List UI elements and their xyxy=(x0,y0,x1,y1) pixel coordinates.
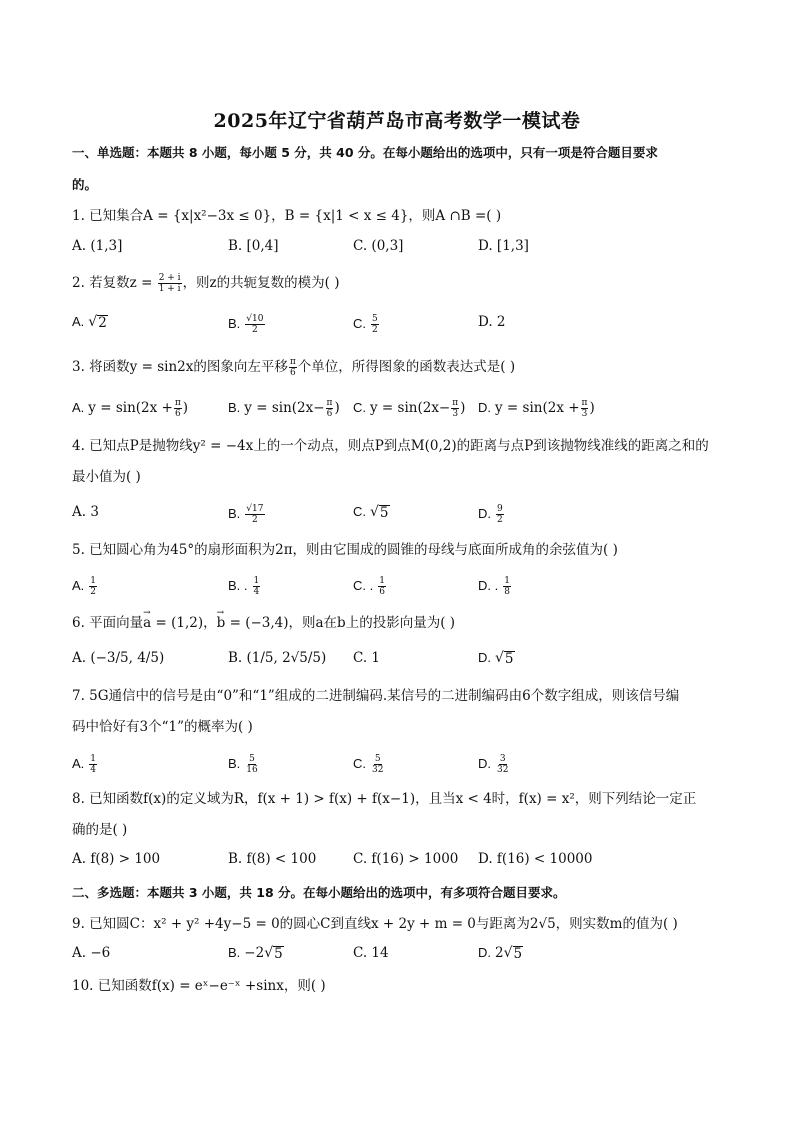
q3-option-d-text: y = sin(2x + xyxy=(495,400,580,416)
q6-vector-a: → a xyxy=(143,613,151,633)
q4-stem: 4. 已知点P是抛物线y² = −4x上的一个动点，则点P到点M(0,2)的距离与点P到该抛物线准线的距离之和的 xyxy=(72,438,709,454)
q3-option-d[interactable] xyxy=(478,398,595,419)
q5-option-a-fraction xyxy=(89,576,97,597)
q3-stem-end: 个单位，所得图象的函数表达式是( ) xyxy=(297,359,516,375)
q2-option-b-den: 2 xyxy=(252,325,258,335)
q2-option-a-label: A. xyxy=(72,314,85,329)
q3-option-d-fraction xyxy=(581,398,589,419)
q3-option-b-num: π xyxy=(326,398,333,408)
q6-option-d-label: D. xyxy=(478,650,491,665)
q4-option-c-label: C. xyxy=(353,504,366,519)
q7-option-d[interactable] xyxy=(478,754,510,775)
q2-fraction xyxy=(158,273,182,294)
q3-stem xyxy=(72,357,722,378)
sqrt-sign: √ 5 xyxy=(503,945,523,962)
q7-option-d-fraction xyxy=(496,754,509,775)
q3-option-b-text: y = sin(2x− xyxy=(244,400,325,416)
q7-option-d-label: D. xyxy=(478,756,491,771)
q4-option-d-den: 2 xyxy=(497,515,503,525)
q5-option-c-fraction xyxy=(378,576,386,597)
q8-option-d[interactable]: D. f(16) < 10000 xyxy=(478,851,593,867)
q9-option-c[interactable]: C. 14 xyxy=(353,945,389,961)
q5-option-d-den: 8 xyxy=(504,587,510,597)
sqrt-sign: √ 5 xyxy=(264,945,283,962)
q3-frac-num: π xyxy=(289,357,296,367)
q3-option-b-den: 6 xyxy=(326,409,333,419)
q7-option-b-label: B. xyxy=(228,756,241,771)
q2-option-a-value: 2 xyxy=(98,315,107,331)
q3-option-c-text: y = sin(2x− xyxy=(370,400,451,416)
q7-option-b-num: 5 xyxy=(249,754,255,764)
section1-heading: 一、单选题：本题共 8 小题，每小题 5 分，共 40 分。在每小题给出的选项中，只有一项是符合题目要求 xyxy=(72,145,658,160)
section2-heading: 二、多选题：本题共 3 小题，共 18 分。在每小题给出的选项中，有多项符合题目要求。 xyxy=(72,885,566,900)
q2-option-c-fraction xyxy=(371,314,379,335)
q3-option-c-num: π xyxy=(452,398,459,408)
q3-option-b-fraction xyxy=(326,398,334,419)
q5-option-c-label: C. . xyxy=(353,578,374,593)
q1-option-c[interactable]: C. (0,3] xyxy=(353,238,404,254)
q3-frac-den: 6 xyxy=(289,368,296,378)
q3-option-a-text: y = sin(2x + xyxy=(88,400,173,416)
q9-stem: 9. 已知圆C：x² + y² +4y−5 = 0的圆心C到直线x + 2y + m = 0与距离为2√5，则实数m的值为( ) xyxy=(72,916,678,932)
q5-option-b-den: 4 xyxy=(253,587,260,597)
q2-option-b[interactable] xyxy=(228,314,266,335)
q7-stem: 7. 5G通信中的信号是由“0”和“1”组成的二进制编码.某信号的二进制编码由6个数字组成，则该信号编 xyxy=(72,688,680,704)
q5-options xyxy=(72,576,722,600)
q4-option-d-label: D. xyxy=(478,506,491,521)
q9-option-d[interactable] xyxy=(478,945,523,961)
q5-option-d-label: D. . xyxy=(478,578,499,593)
q5-option-d-fraction xyxy=(503,576,511,597)
q9-option-d-label: D. xyxy=(478,945,491,960)
q1-option-b[interactable]: B. [0,4] xyxy=(228,238,279,254)
q6-vector-b: → b xyxy=(217,613,226,633)
q6-option-a[interactable]: A. (−3/5, 4/5) xyxy=(72,650,165,666)
q2-option-c-den: 2 xyxy=(372,325,378,335)
q6-option-d-value: 5 xyxy=(504,651,514,667)
q4-option-b-den: 2 xyxy=(252,515,258,525)
q5-option-b-fraction xyxy=(253,576,261,597)
q4-option-d-num: 9 xyxy=(497,504,503,514)
q3-option-a-den: 6 xyxy=(174,409,181,419)
q7-option-b-fraction xyxy=(245,754,258,775)
q3-option-d-label: D. xyxy=(478,400,491,415)
q7-stem-cont: 码中恰好有3个“1”的概率为( ) xyxy=(72,719,253,735)
q6-stem-mid: = (1,2)， xyxy=(151,615,217,631)
q5-option-d-num: 1 xyxy=(504,576,510,586)
q9-option-d-value: 5 xyxy=(513,946,523,962)
q9-option-b-label: B. xyxy=(228,945,241,960)
q9-option-a[interactable]: A. −6 xyxy=(72,945,111,961)
q9-option-b-coeff: −2 xyxy=(244,945,265,961)
q8-stem: 8. 已知函数f(x)的定义域为R，f(x + 1) > f(x) + f(x−1)，且当x < 4时，f(x) = x²，则下列结论一定正 xyxy=(72,791,697,807)
q1-option-a[interactable]: A. (1,3] xyxy=(72,238,123,254)
q2-option-b-fraction xyxy=(245,314,264,335)
q2-stem xyxy=(72,273,722,294)
q9-option-b[interactable] xyxy=(228,945,284,961)
q5-option-c-den: 6 xyxy=(379,587,385,597)
q7-option-b[interactable] xyxy=(228,754,260,775)
q6-stem xyxy=(72,613,722,633)
q5-option-c-num: 1 xyxy=(379,576,385,586)
q9-options xyxy=(72,945,722,969)
q5-option-a-num: 1 xyxy=(90,576,97,586)
q3-option-a-label: A. xyxy=(72,400,85,415)
q4-options xyxy=(72,504,722,528)
q7-option-a[interactable] xyxy=(72,754,98,775)
q3-option-d-den: 3 xyxy=(581,409,588,419)
q7-option-c-num: 5 xyxy=(374,754,381,764)
q2-option-d[interactable]: D. 2 xyxy=(478,314,506,330)
q5-option-b-num: 1 xyxy=(253,576,260,586)
q3-option-d-close: ) xyxy=(589,400,595,416)
q8-stem-cont: 确的是( ) xyxy=(72,822,128,838)
q3-option-d-num: π xyxy=(581,398,588,408)
q7-option-d-den: 32 xyxy=(497,765,509,775)
q3-option-b-close: ) xyxy=(334,400,340,416)
q7-options xyxy=(72,754,722,778)
q9-option-b-value: 5 xyxy=(274,946,283,962)
q3-option-b-label: B. xyxy=(228,400,241,415)
q4-option-b[interactable] xyxy=(228,504,266,525)
q3-option-c-label: C. xyxy=(353,400,366,415)
q7-option-a-label: A. xyxy=(72,756,85,771)
q4-option-d[interactable] xyxy=(478,504,505,525)
q2-option-c-label: C. xyxy=(353,316,366,331)
q6-option-c[interactable]: C. 1 xyxy=(353,650,381,666)
q7-option-c[interactable] xyxy=(353,754,385,775)
q6-stem-end: = (−3,4)，则a在b上的投影向量为( ) xyxy=(225,615,456,631)
q4-option-a[interactable]: A. 3 xyxy=(72,504,99,520)
q4-option-c-value: 5 xyxy=(379,505,389,521)
q2-options xyxy=(72,314,722,338)
q8-options xyxy=(72,851,722,875)
q8-option-c[interactable]: C. f(16) > 1000 xyxy=(353,851,459,867)
q3-fraction xyxy=(289,357,297,378)
q6-options xyxy=(72,650,722,674)
q7-option-c-den: 32 xyxy=(372,765,384,775)
sqrt-sign: √ 5 xyxy=(495,650,514,667)
q4-option-b-label: B. xyxy=(228,506,241,521)
q3-option-c-den: 3 xyxy=(452,409,459,419)
q7-option-c-label: C. xyxy=(353,756,366,771)
q6-option-d[interactable] xyxy=(478,650,515,666)
q3-option-c-fraction xyxy=(451,398,459,419)
q1-option-d[interactable]: D. [1,3] xyxy=(478,238,529,254)
q2-stem-start: 2. 若复数z = xyxy=(72,275,157,291)
q2-option-c[interactable] xyxy=(353,314,380,335)
q5-stem: 5. 已知圆心角为45°的扇形面积为2π，则由它围成的圆锥的母线与底面所成角的余弦值为( ) xyxy=(72,542,618,558)
q2-option-b-label: B. xyxy=(228,316,241,331)
q6-stem-start: 6. 平面向量 xyxy=(72,615,144,631)
q2-frac-num: 2 + i xyxy=(158,273,181,283)
q2-option-a[interactable] xyxy=(72,314,108,330)
section1-heading-cont: 的。 xyxy=(72,177,98,192)
q8-option-b[interactable]: B. f(8) < 100 xyxy=(228,851,317,867)
q3-option-c[interactable] xyxy=(353,398,465,419)
q7-option-d-num: 3 xyxy=(499,754,506,764)
q4-stem-cont: 最小值为( ) xyxy=(72,469,141,485)
q2-option-b-num: √10 xyxy=(246,314,264,324)
q4-option-c[interactable] xyxy=(353,504,390,520)
q4-option-b-num: √17 xyxy=(246,504,264,514)
q9-option-d-coeff: 2 xyxy=(495,945,504,961)
q1-options xyxy=(72,238,722,262)
q7-option-c-fraction xyxy=(371,754,384,775)
q7-option-b-den: 16 xyxy=(246,765,258,775)
q2-option-c-num: 5 xyxy=(372,314,378,324)
q3-option-a-num: π xyxy=(174,398,181,408)
q7-option-a-den: 4 xyxy=(90,765,97,775)
q3-option-a-close: ) xyxy=(182,400,189,416)
q5-option-a[interactable] xyxy=(72,576,98,597)
q5-option-c[interactable] xyxy=(353,576,387,597)
q3-option-b[interactable] xyxy=(228,398,340,419)
sqrt-sign: √ 2 xyxy=(88,314,107,331)
q4-option-d-fraction xyxy=(496,504,504,525)
q2-frac-den: 1 + i xyxy=(158,284,181,294)
sqrt-sign: √ 5 xyxy=(370,504,389,521)
q5-option-d[interactable] xyxy=(478,576,512,597)
q3-option-a-fraction xyxy=(174,398,182,419)
q7-option-a-num: 1 xyxy=(90,754,97,764)
q8-option-a[interactable]: A. f(8) > 100 xyxy=(72,851,161,867)
q4-option-b-fraction xyxy=(245,504,264,525)
q5-option-b[interactable] xyxy=(228,576,261,597)
q5-option-a-den: 2 xyxy=(90,587,97,597)
q10-stem: 10. 已知函数f(x) = eˣ−e⁻ˣ +sinx，则( ) xyxy=(72,978,326,994)
exam-title: 2025年辽宁省葫芦岛市高考数学一模试卷 xyxy=(213,110,581,132)
q7-option-a-fraction xyxy=(89,754,97,775)
q5-option-a-label: A. xyxy=(72,578,85,593)
q5-option-b-label: B. . xyxy=(228,578,248,593)
q3-option-a[interactable] xyxy=(72,398,188,419)
q3-stem-start: 3. 将函数y = sin2x的图象向左平移 xyxy=(72,359,288,375)
q1-stem: 1. 已知集合A = {x|x²−3x ≤ 0}，B = {x|1 < x ≤ 4}，则A ∩B =( ) xyxy=(72,208,502,224)
q6-option-b[interactable]: B. (1/5, 2√5/5) xyxy=(228,650,327,666)
q3-option-c-close: ) xyxy=(460,400,466,416)
q3-options xyxy=(72,398,722,422)
q2-stem-end: ，则z的共轭复数的模为( ) xyxy=(182,275,340,291)
